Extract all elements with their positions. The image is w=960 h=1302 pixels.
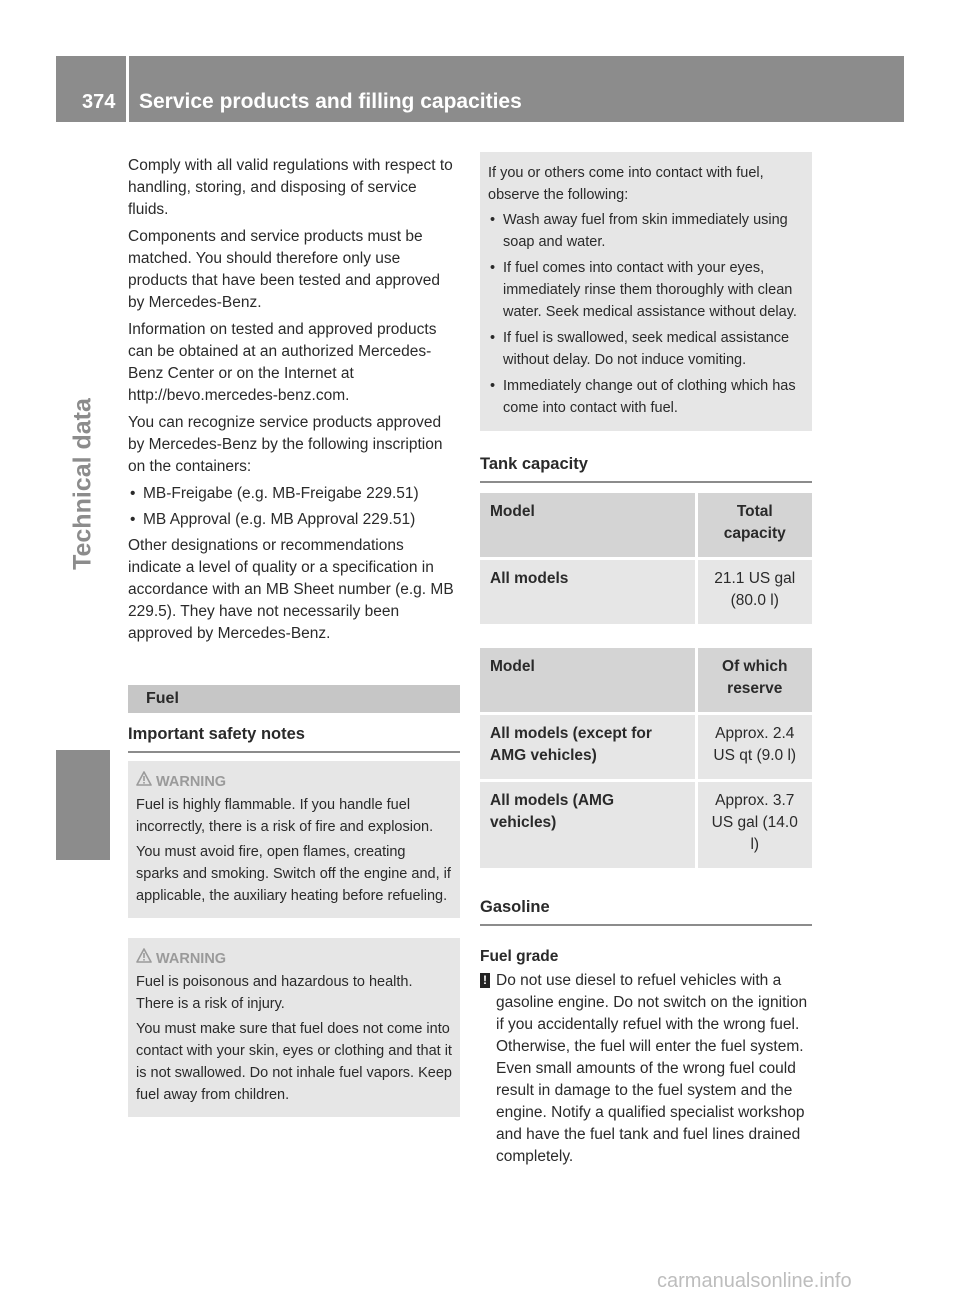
paragraph: You can recognize service products approved by Mercedes-Benz by the following inscription on the containers: — [128, 414, 443, 475]
list-item: • MB Approval (e.g. MB Approval 229.51) — [128, 509, 460, 531]
list-item: • MB-Freigabe (e.g. MB-Freigabe 229.51) — [128, 483, 460, 505]
table-row — [480, 559, 812, 625]
fuel-grade-heading: Fuel grade — [480, 948, 559, 965]
warning-triangle-icon — [136, 948, 156, 969]
warning-box — [128, 938, 460, 1117]
right-column — [480, 152, 812, 1168]
warning-text: You must avoid fire, open flames, creating sparks and smoking. Switch off the engine and, if applicable, the auxiliary heating before refueling. — [136, 844, 451, 904]
subheading-tank-capacity: Tank capacity — [480, 453, 812, 483]
warning-label: WARNING — [156, 773, 227, 790]
warning-text: Fuel is poisonous and hazardous to health. There is a risk of injury. — [136, 974, 413, 1012]
warning-triangle-icon — [136, 771, 156, 792]
table-header-cell: Model — [480, 648, 696, 714]
table-cell: All models — [480, 559, 696, 625]
warning-box — [128, 761, 460, 918]
side-tab-block — [56, 750, 110, 860]
table-cell: All models (except for AMG vehicles) — [480, 714, 696, 781]
warning-header — [136, 948, 452, 969]
fuel-contact-box — [480, 152, 812, 431]
subheading-gasoline: Gasoline — [480, 896, 812, 926]
list-item: • Immediately change out of clothing which has come into contact with fuel. — [488, 375, 804, 419]
table-header-cell: Of which reserve — [696, 648, 812, 714]
page-title: Service products and filling capacities — [139, 90, 522, 113]
table-cell: All models (AMG vehicles) — [480, 781, 696, 869]
contact-list — [488, 209, 804, 419]
exclamation-icon: ! — [480, 973, 490, 988]
list-item: • Wash away fuel from skin immediately using soap and water. — [488, 209, 804, 253]
warning-text: You must make sure that fuel does not come into contact with your skin, eyes or clothing and that it is not swallowed. Do not inhale fuel vapors. Keep fuel away from children. — [136, 1021, 452, 1103]
warning-label: WARNING — [156, 950, 227, 967]
side-tab-label: Technical data — [68, 398, 97, 570]
table-row — [480, 781, 812, 869]
watermark: carmanualsonline.info — [657, 1270, 852, 1292]
section-heading-fuel: Fuel — [128, 685, 460, 713]
table-header-cell: Model — [480, 493, 696, 559]
fuel-note — [480, 970, 812, 1168]
contact-intro: If you or others come into contact with fuel, observe the following: — [488, 165, 764, 203]
paragraph: Comply with all valid regulations with respect to handling, storing, and disposing of service fluids. — [128, 157, 453, 218]
list-item: • If fuel is swallowed, seek medical assistance without delay. Do not induce vomiting. — [488, 327, 804, 371]
warning-text: Fuel is highly flammable. If you handle fuel incorrectly, there is a risk of fire and explosion. — [136, 797, 434, 835]
paragraph: Components and service products must be matched. You should therefore only use products that have been tested and approved by Mercedes-Benz. — [128, 228, 440, 311]
table-cell: Approx. 3.7 US gal (14.0 l) — [696, 781, 812, 869]
table-header-cell: Total capacity — [696, 493, 812, 559]
list-item: • If fuel comes into contact with your eyes, immediately rinse them thoroughly with clean water. Seek medical assistance without delay. — [488, 257, 804, 323]
table-header-row — [480, 493, 812, 559]
paragraph: Other designations or recommendations indicate a level of quality or a specification in accordance with an MB Sheet number (e.g. MB 229.5). They have not necessarily been approved by Mercedes-Benz. — [128, 537, 454, 642]
table-reserve — [480, 648, 812, 868]
table-row — [480, 714, 812, 781]
left-column — [128, 155, 460, 1117]
page-number: 374 — [82, 91, 116, 113]
header-divider — [126, 56, 129, 122]
table-total-capacity — [480, 493, 812, 624]
table-header-row — [480, 648, 812, 714]
subheading-safety-notes: Important safety notes — [128, 723, 460, 753]
table-cell: Approx. 2.4 US qt (9.0 l) — [696, 714, 812, 781]
approval-list — [128, 483, 460, 531]
paragraph: Information on tested and approved products can be obtained at an authorized Mercedes-Benz Center or on the Internet at http://bevo.mercedes-benz.com. — [128, 321, 437, 404]
table-cell: 21.1 US gal (80.0 l) — [696, 559, 812, 625]
note-text: Do not use diesel to refuel vehicles with a gasoline engine. Do not switch on the ignition if you accidentally refuel with the wrong fuel. Otherwise, the fuel will enter the fuel system. Even small amounts of the wrong fuel could result in damage to the fuel system and the engine. Notify a qualified specialist workshop and have the fuel tank and fuel lines drained completely. — [496, 972, 808, 1165]
warning-header — [136, 771, 452, 792]
